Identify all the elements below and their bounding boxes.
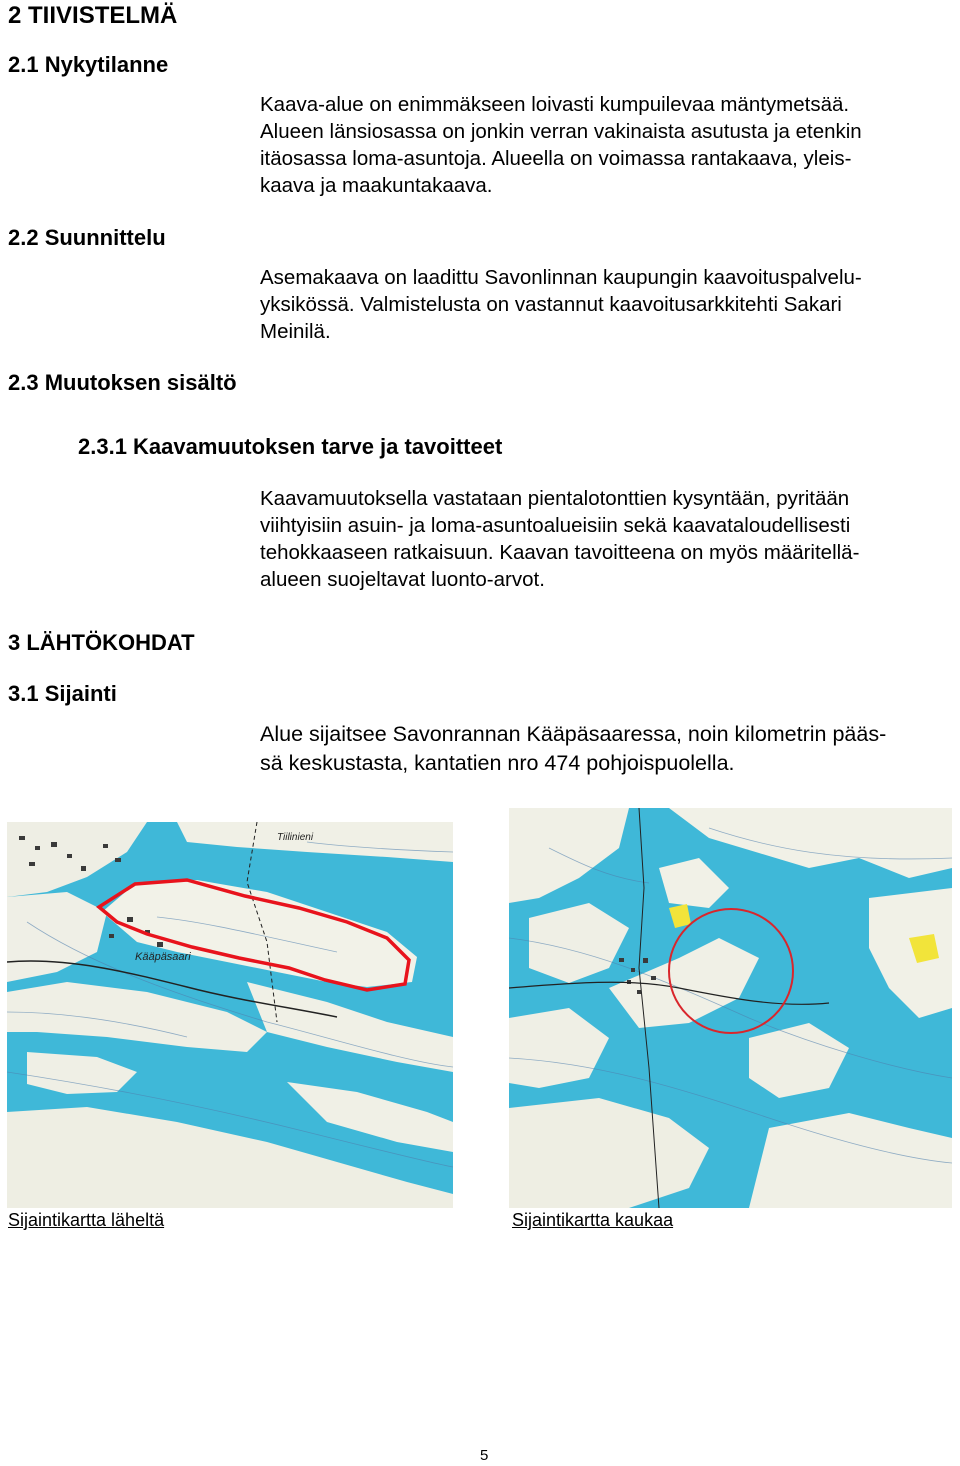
- text-line: itäosassa loma-asuntoja. Alueella on voimassa rantakaava, yleis-: [260, 147, 852, 170]
- page-number: 5: [480, 1447, 489, 1464]
- heading-lahtokohdat: 3 LÄHTÖKOHDAT: [8, 630, 195, 655]
- map-far-graphic: [509, 808, 952, 1208]
- heading-nykytilanne: 2.1 Nykytilanne: [8, 52, 169, 77]
- text-line: kaava ja maakuntakaava.: [260, 174, 493, 197]
- text-line: Alueen länsiosassa on jonkin verran vakinaista asutusta ja etenkin: [260, 120, 862, 143]
- text-line: tehokkaaseen ratkaisuun. Kaavan tavoitteena on myös määritellä-: [260, 541, 860, 564]
- map-label-tiilinieni: Tiilinieni: [277, 832, 314, 843]
- map-label-kaapasaari: Kääpäsaari: [135, 951, 191, 963]
- text-line: viihtyisiin asuin- ja loma-asuntoalueisiin sekä kaavataloudellisesti: [260, 514, 851, 537]
- heading-sijainti: 3.1 Sijainti: [8, 681, 117, 706]
- location-map-far: [509, 808, 952, 1208]
- caption-map-near: Sijaintikartta läheltä: [8, 1210, 165, 1230]
- text-line: Meinilä.: [260, 320, 331, 343]
- paragraph-suunnittelu: [260, 264, 862, 345]
- text-line: Kaava-alue on enimmäkseen loivasti kumpuilevaa mäntymetsää.: [260, 93, 850, 116]
- text-line: sä keskustasta, kantatien nro 474 pohjoispuolella.: [260, 751, 735, 775]
- text-line: Alue sijaitsee Savonrannan Kääpäsaaressa, noin kilometrin pääs-: [260, 722, 887, 746]
- heading-tiivistelma: 2 TIIVISTELMÄ: [8, 2, 178, 29]
- location-map-near: [7, 822, 453, 1208]
- caption-map-far: Sijaintikartta kaukaa: [512, 1210, 674, 1230]
- map-near-graphic: [7, 822, 453, 1208]
- heading-suunnittelu: 2.2 Suunnittelu: [8, 225, 166, 250]
- heading-kaavamuutoksen-tarve: 2.3.1 Kaavamuutoksen tarve ja tavoitteet: [78, 434, 503, 459]
- text-line: alueen suojeltavat luonto-arvot.: [260, 568, 545, 591]
- paragraph-sijainti: [260, 720, 886, 778]
- text-line: yksikössä. Valmistelusta on vastannut kaavoitusarkkitehti Sakari: [260, 293, 842, 316]
- heading-muutoksen-sisalto: 2.3 Muutoksen sisältö: [8, 370, 237, 395]
- paragraph-tavoitteet: [260, 485, 859, 593]
- text-line: Kaavamuutoksella vastataan pientalotonttien kysyntään, pyritään: [260, 487, 850, 510]
- paragraph-nykytilanne: [260, 91, 862, 199]
- text-line: Asemakaava on laadittu Savonlinnan kaupungin kaavoituspalvelu-: [260, 266, 862, 289]
